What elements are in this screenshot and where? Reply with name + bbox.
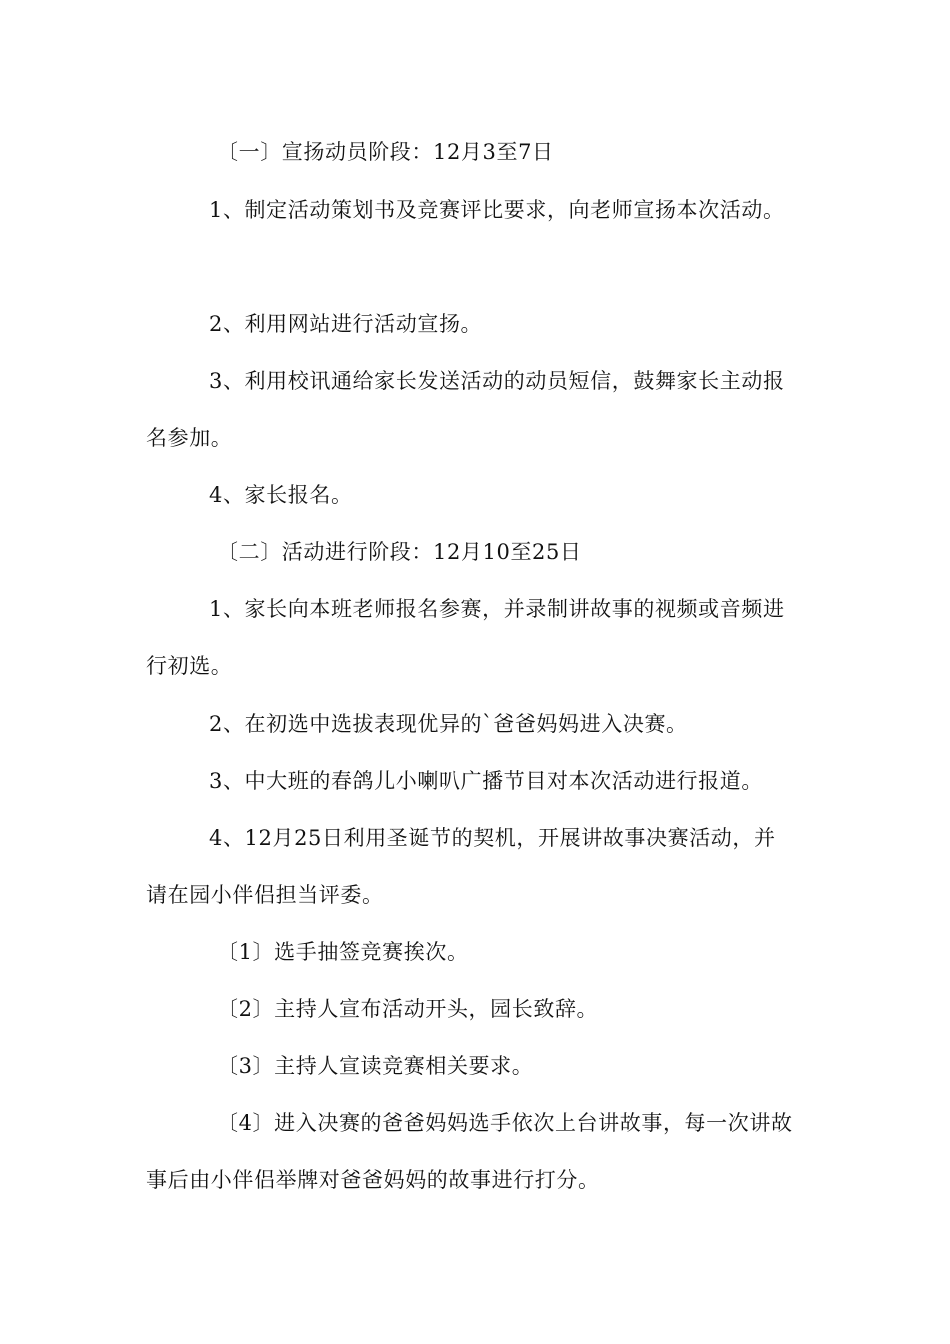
paragraph-line: 名参加。 [146,426,233,450]
list-item: 〔1〕选手抽签竞赛挨次。 [217,940,469,964]
list-item: 〔4〕进入决赛的爸爸妈妈选手依次上台讲故事，每一次讲故 [217,1111,793,1135]
list-item: 〔2〕主持人宣布活动开头，园长致辞。 [217,997,599,1021]
list-item: 〔3〕主持人宣读竞赛相关要求。 [217,1054,534,1078]
section-heading-2: 〔二〕活动进行阶段：12月10至25日 [217,540,582,564]
paragraph-line: 2、在初选中选拔表现优异的`爸爸妈妈进入决赛。 [209,712,688,736]
paragraph-line: 3、利用校讯通给家长发送活动的动员短信，鼓舞家长主动报 [209,369,785,393]
paragraph-line: 请在园小伴侣担当评委。 [146,883,384,907]
paragraph-line: 3、中大班的春鸽儿小喇叭广播节目对本次活动进行报道。 [209,769,763,793]
paragraph-line: 1、制定活动策划书及竞赛评比要求，向老师宣扬本次活动。 [209,198,785,222]
paragraph-line: 事后由小伴侣举牌对爸爸妈妈的故事进行打分。 [146,1168,600,1192]
paragraph-line: 行初选。 [146,654,233,678]
section-heading-1: 〔一〕宣扬动员阶段：12月3至7日 [217,140,554,164]
paragraph-line: 1、家长向本班老师报名参赛，并录制讲故事的视频或音频进 [209,597,785,621]
paragraph-line: 4、12月25日利用圣诞节的契机，开展讲故事决赛活动，并 [209,826,776,850]
paragraph-line: 4、家长报名。 [209,483,353,507]
paragraph-line: 2、利用网站进行活动宣扬。 [209,312,483,336]
